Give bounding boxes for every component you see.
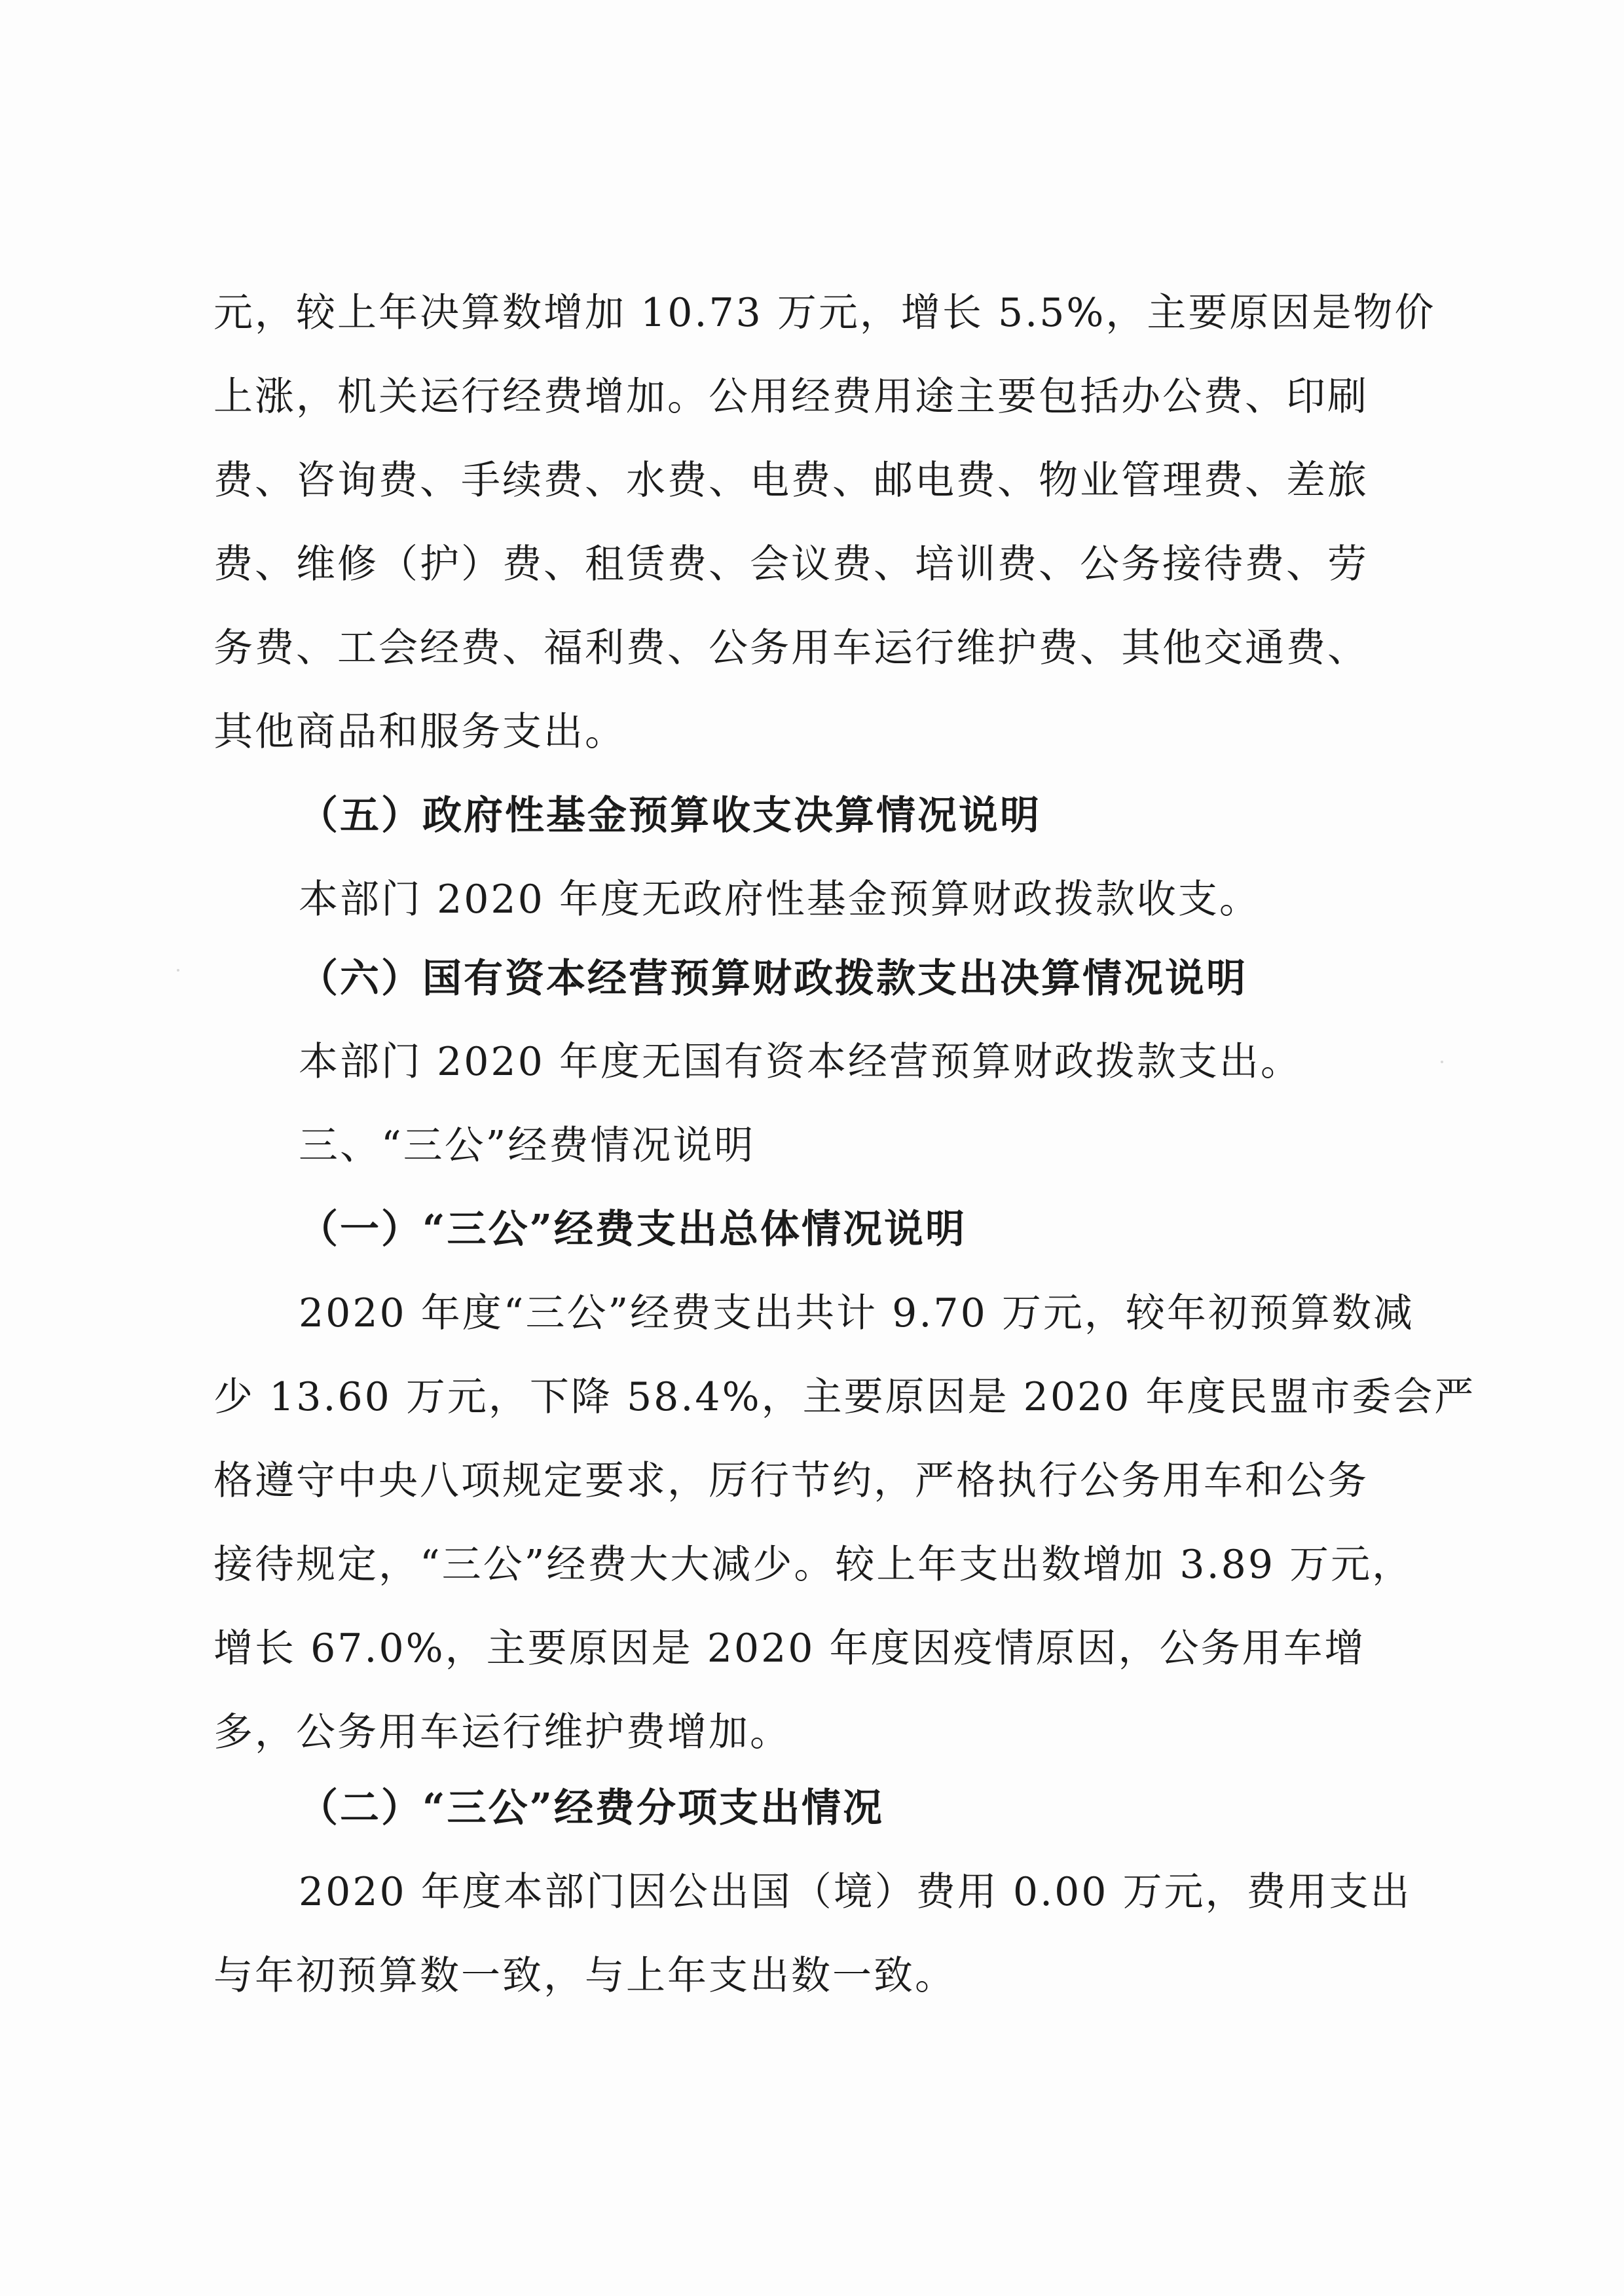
paragraph-line: 格遵守中央八项规定要求，厉行节约，严格执行公务用车和公务 bbox=[213, 1458, 1369, 1504]
paragraph-line: 增长 67.0%，主要原因是 2020 年度因疫情原因，公务用车增 bbox=[213, 1626, 1366, 1671]
paragraph-line: 接待规定，“三公”经费大大减少。较上年支出数增加 3.89 万元， bbox=[213, 1542, 1414, 1588]
paragraph-line: 元，较上年决算数增加 10.73 万元，增长 5.5%，主要原因是物价 bbox=[213, 290, 1436, 336]
paragraph-line: 与年初预算数一致，与上年支出数一致。 bbox=[213, 1953, 956, 1999]
section-heading-two: （二）“三公”经费分项支出情况 bbox=[299, 1785, 885, 1831]
paragraph-line: 2020 年度“三公”经费支出共计 9.70 万元，较年初预算数减 bbox=[299, 1290, 1414, 1336]
paragraph-line: 2020 年度本部门因公出国（境）费用 0.00 万元，费用支出 bbox=[299, 1869, 1412, 1915]
section-heading-six: （六）国有资本经营预算财政拨款支出决算情况说明 bbox=[299, 956, 1247, 1002]
paragraph-line: 务费、工会经费、福利费、公务用车运行维护费、其他交通费、 bbox=[213, 625, 1369, 671]
section-heading-five: （五）政府性基金预算收支决算情况说明 bbox=[299, 793, 1041, 839]
paragraph-line: 本部门 2020 年度无国有资本经营预算财政拨款支出。 bbox=[299, 1039, 1302, 1085]
paragraph-line: 费、咨询费、手续费、水费、电费、邮电费、物业管理费、差旅 bbox=[213, 458, 1369, 503]
paragraph-line: 费、维修（护）费、租赁费、会议费、培训费、公务接待费、劳 bbox=[213, 541, 1369, 587]
paragraph-line: 本部门 2020 年度无政府性基金预算财政拨款收支。 bbox=[299, 877, 1261, 922]
paragraph-line: 少 13.60 万元，下降 58.4%，主要原因是 2020 年度民盟市委会严 bbox=[213, 1374, 1476, 1420]
paragraph-line: 多，公务用车运行维护费增加。 bbox=[213, 1709, 791, 1755]
scan-speck bbox=[177, 969, 179, 972]
chapter-heading-three: 三、“三公”经费情况说明 bbox=[299, 1123, 756, 1169]
scan-speck bbox=[1441, 1061, 1443, 1063]
paragraph-line: 其他商品和服务支出。 bbox=[213, 709, 626, 755]
paragraph-line: 上涨，机关运行经费增加。公用经费用途主要包括办公费、印刷 bbox=[213, 374, 1369, 420]
section-heading-one: （一）“三公”经费支出总体情况说明 bbox=[299, 1207, 967, 1252]
